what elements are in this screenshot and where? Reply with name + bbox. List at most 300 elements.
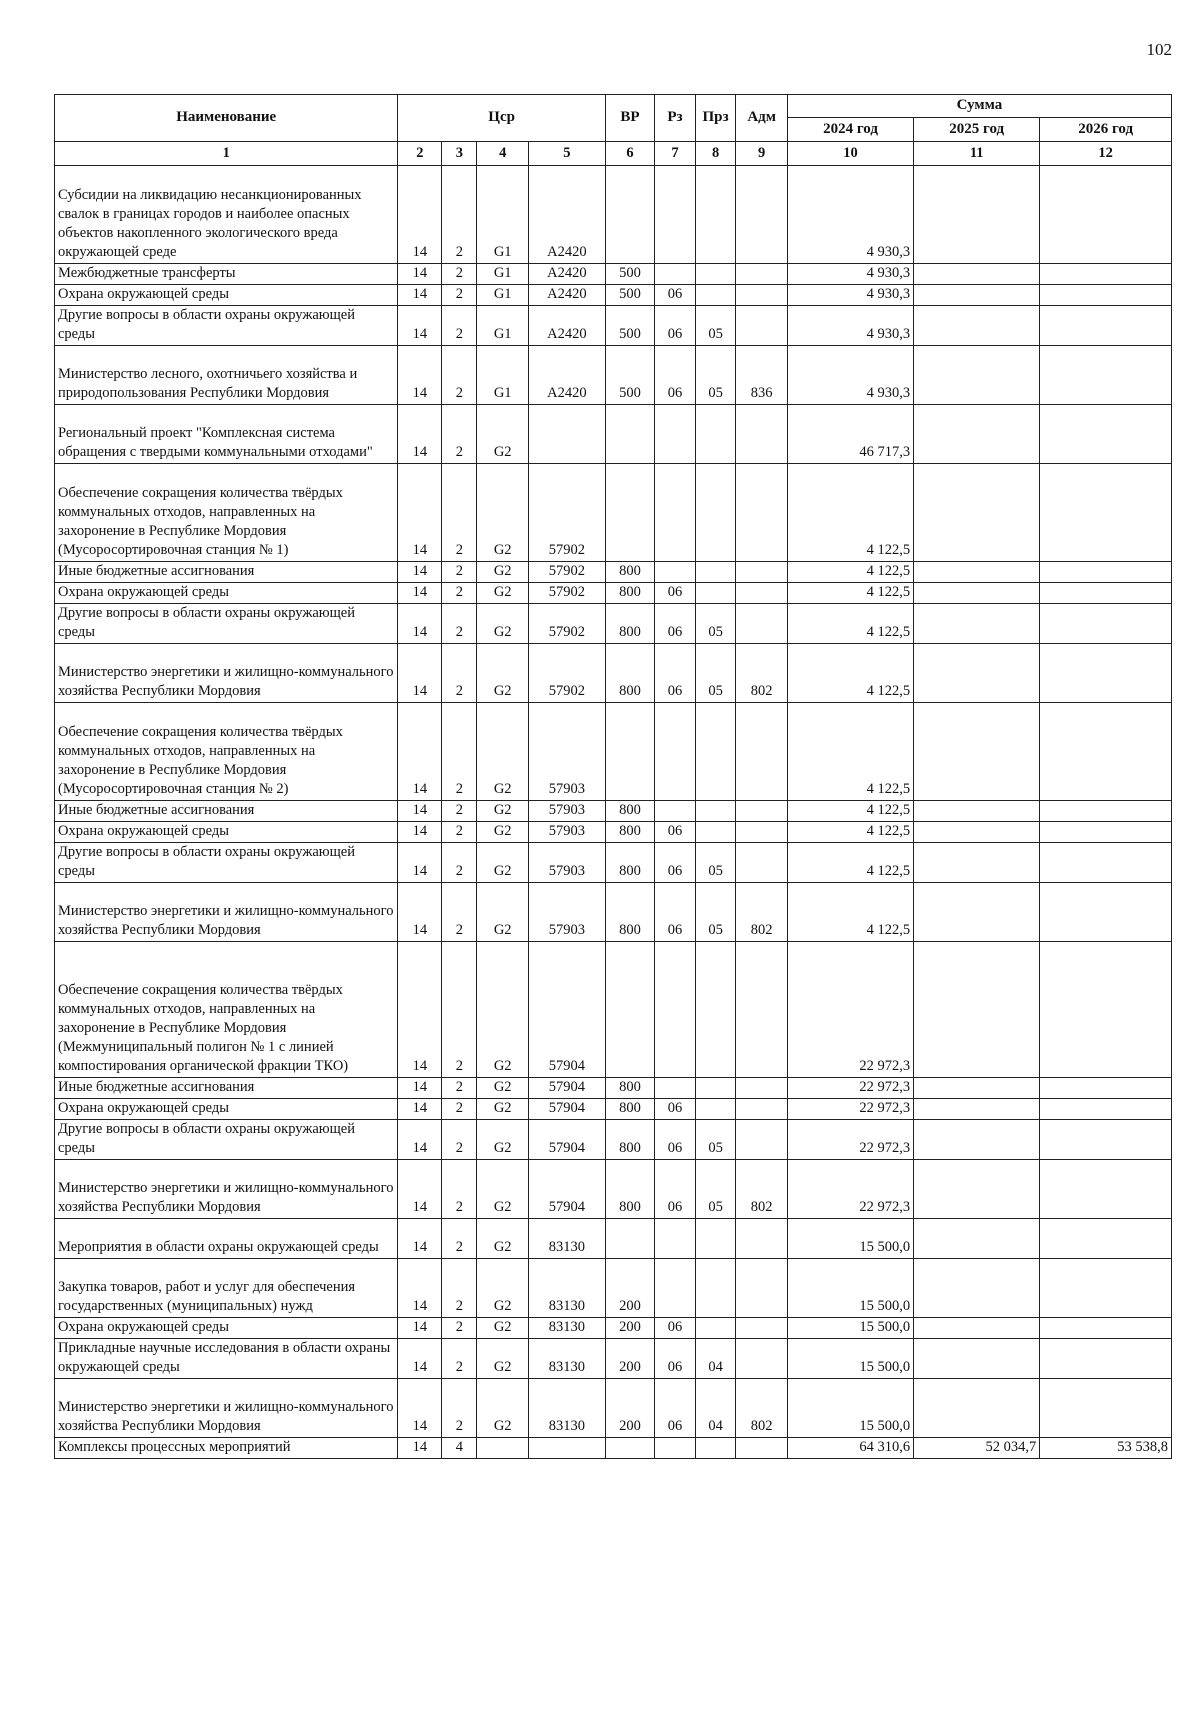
csr-part-4: 83130 <box>528 1318 605 1339</box>
amount-2024: 4 122,5 <box>787 883 913 942</box>
row-name: Межбюджетные трансферты <box>55 264 398 285</box>
table-row <box>55 405 1172 464</box>
header-prz: Прз <box>695 95 736 142</box>
rz-cell: 06 <box>655 1120 696 1160</box>
rz-cell: 06 <box>655 843 696 883</box>
csr-part-4 <box>528 1438 605 1459</box>
amount-2026 <box>1040 1099 1172 1120</box>
header-rz: Рз <box>655 95 696 142</box>
column-number: 10 <box>787 142 913 166</box>
amount-2025 <box>914 285 1040 306</box>
amount-2024: 4 122,5 <box>787 843 913 883</box>
header-year-2026: 2026 год <box>1040 118 1172 142</box>
table-row <box>55 562 1172 583</box>
adm-cell <box>736 306 788 346</box>
table-row <box>55 1078 1172 1099</box>
amount-2026 <box>1040 703 1172 801</box>
csr-part-1: 14 <box>398 285 442 306</box>
csr-part-3: G2 <box>477 644 529 703</box>
amount-2025 <box>914 306 1040 346</box>
csr-part-4: 57903 <box>528 883 605 942</box>
prz-cell <box>695 1078 736 1099</box>
vr-cell: 200 <box>605 1379 654 1438</box>
vr-cell: 500 <box>605 306 654 346</box>
amount-2024: 4 930,3 <box>787 264 913 285</box>
table-row <box>55 703 1172 801</box>
row-name: Охрана окружающей среды <box>55 583 398 604</box>
row-name: Мероприятия в области охраны окружающей среды <box>55 1219 398 1259</box>
column-number: 11 <box>914 142 1040 166</box>
adm-cell <box>736 464 788 562</box>
row-name: Другие вопросы в области охраны окружающей среды <box>55 306 398 346</box>
csr-part-3: G2 <box>477 883 529 942</box>
csr-part-3: G1 <box>477 306 529 346</box>
csr-part-2: 2 <box>442 306 477 346</box>
amount-2026 <box>1040 822 1172 843</box>
adm-cell <box>736 801 788 822</box>
csr-part-3: G2 <box>477 1379 529 1438</box>
table-row <box>55 583 1172 604</box>
amount-2024: 15 500,0 <box>787 1318 913 1339</box>
prz-cell <box>695 801 736 822</box>
prz-cell <box>695 1318 736 1339</box>
amount-2025 <box>914 801 1040 822</box>
prz-cell <box>695 942 736 1078</box>
csr-part-2: 2 <box>442 346 477 405</box>
rz-cell: 06 <box>655 1099 696 1120</box>
vr-cell: 800 <box>605 644 654 703</box>
header-name: Наименование <box>55 95 398 142</box>
amount-2024: 22 972,3 <box>787 1078 913 1099</box>
csr-part-4: А2420 <box>528 264 605 285</box>
csr-part-4: 57904 <box>528 1120 605 1160</box>
csr-part-2: 2 <box>442 1219 477 1259</box>
amount-2026 <box>1040 464 1172 562</box>
adm-cell <box>736 1219 788 1259</box>
adm-cell: 802 <box>736 1160 788 1219</box>
rz-cell <box>655 166 696 264</box>
rz-cell <box>655 562 696 583</box>
amount-2026 <box>1040 166 1172 264</box>
row-name: Другие вопросы в области охраны окружающей среды <box>55 1120 398 1160</box>
table-row <box>55 346 1172 405</box>
amount-2024: 4 122,5 <box>787 822 913 843</box>
amount-2024: 4 122,5 <box>787 562 913 583</box>
csr-part-1: 14 <box>398 1160 442 1219</box>
csr-part-3: G2 <box>477 843 529 883</box>
column-numbers-row <box>55 142 1172 166</box>
rz-cell <box>655 1078 696 1099</box>
amount-2025 <box>914 883 1040 942</box>
vr-cell <box>605 942 654 1078</box>
rz-cell: 06 <box>655 346 696 405</box>
table-row <box>55 166 1172 264</box>
csr-part-4: 57902 <box>528 464 605 562</box>
vr-cell: 800 <box>605 1078 654 1099</box>
csr-part-4: 57903 <box>528 801 605 822</box>
table-row <box>55 1339 1172 1379</box>
csr-part-4: 83130 <box>528 1379 605 1438</box>
csr-part-3: G2 <box>477 942 529 1078</box>
table-row <box>55 883 1172 942</box>
csr-part-4: 57902 <box>528 583 605 604</box>
amount-2024: 4 122,5 <box>787 644 913 703</box>
csr-part-3: G2 <box>477 1078 529 1099</box>
vr-cell <box>605 1438 654 1459</box>
amount-2026 <box>1040 264 1172 285</box>
row-name: Охрана окружающей среды <box>55 822 398 843</box>
header-row-1 <box>55 95 1172 118</box>
adm-cell <box>736 1318 788 1339</box>
row-name: Комплексы процессных мероприятий <box>55 1438 398 1459</box>
amount-2025 <box>914 942 1040 1078</box>
csr-part-3: G2 <box>477 604 529 644</box>
amount-2025 <box>914 703 1040 801</box>
table-row <box>55 1438 1172 1459</box>
table-row <box>55 1259 1172 1318</box>
vr-cell: 800 <box>605 562 654 583</box>
csr-part-2: 2 <box>442 883 477 942</box>
csr-part-3: G2 <box>477 801 529 822</box>
prz-cell <box>695 1099 736 1120</box>
amount-2024: 64 310,6 <box>787 1438 913 1459</box>
adm-cell <box>736 822 788 843</box>
rz-cell: 06 <box>655 604 696 644</box>
csr-part-2: 2 <box>442 464 477 562</box>
prz-cell <box>695 583 736 604</box>
csr-part-2: 2 <box>442 285 477 306</box>
header-adm: Адм <box>736 95 788 142</box>
adm-cell <box>736 843 788 883</box>
vr-cell <box>605 1219 654 1259</box>
csr-part-2: 2 <box>442 1379 477 1438</box>
table-row <box>55 1160 1172 1219</box>
budget-table <box>54 94 1172 1459</box>
amount-2025 <box>914 1078 1040 1099</box>
amount-2026 <box>1040 1120 1172 1160</box>
prz-cell: 05 <box>695 346 736 405</box>
column-number: 3 <box>442 142 477 166</box>
adm-cell: 836 <box>736 346 788 405</box>
prz-cell <box>695 464 736 562</box>
prz-cell: 05 <box>695 644 736 703</box>
csr-part-3: G2 <box>477 1120 529 1160</box>
table-row <box>55 1318 1172 1339</box>
prz-cell <box>695 264 736 285</box>
table-row <box>55 1219 1172 1259</box>
amount-2026 <box>1040 1379 1172 1438</box>
prz-cell: 05 <box>695 306 736 346</box>
prz-cell: 05 <box>695 1120 736 1160</box>
amount-2025 <box>914 1160 1040 1219</box>
adm-cell <box>736 1078 788 1099</box>
prz-cell <box>695 562 736 583</box>
csr-part-3: G2 <box>477 1219 529 1259</box>
csr-part-2: 2 <box>442 583 477 604</box>
csr-part-2: 2 <box>442 1099 477 1120</box>
amount-2026 <box>1040 1078 1172 1099</box>
table-body <box>55 166 1172 1459</box>
csr-part-4: 57904 <box>528 1099 605 1120</box>
adm-cell: 802 <box>736 883 788 942</box>
prz-cell: 05 <box>695 883 736 942</box>
csr-part-2: 2 <box>442 703 477 801</box>
table-row <box>55 801 1172 822</box>
csr-part-2: 2 <box>442 264 477 285</box>
row-name: Прикладные научные исследования в области охраны окружающей среды <box>55 1339 398 1379</box>
column-number: 7 <box>655 142 696 166</box>
amount-2025 <box>914 1120 1040 1160</box>
column-number: 5 <box>528 142 605 166</box>
csr-part-1: 14 <box>398 264 442 285</box>
amount-2025 <box>914 166 1040 264</box>
csr-part-4: А2420 <box>528 166 605 264</box>
csr-part-2: 2 <box>442 801 477 822</box>
amount-2025 <box>914 843 1040 883</box>
csr-part-1: 14 <box>398 883 442 942</box>
amount-2026 <box>1040 562 1172 583</box>
amount-2024: 4 930,3 <box>787 306 913 346</box>
csr-part-2: 2 <box>442 604 477 644</box>
table-row <box>55 306 1172 346</box>
rz-cell: 06 <box>655 306 696 346</box>
csr-part-1: 14 <box>398 1379 442 1438</box>
amount-2025 <box>914 583 1040 604</box>
row-name: Охрана окружающей среды <box>55 285 398 306</box>
adm-cell <box>736 285 788 306</box>
csr-part-1: 14 <box>398 822 442 843</box>
rz-cell: 06 <box>655 285 696 306</box>
csr-part-2: 2 <box>442 1078 477 1099</box>
prz-cell: 05 <box>695 604 736 644</box>
amount-2026 <box>1040 604 1172 644</box>
header-csr: Цср <box>398 95 605 142</box>
csr-part-1: 14 <box>398 644 442 703</box>
adm-cell <box>736 703 788 801</box>
csr-part-3: G2 <box>477 1160 529 1219</box>
csr-part-2: 2 <box>442 166 477 264</box>
rz-cell <box>655 405 696 464</box>
csr-part-4: А2420 <box>528 306 605 346</box>
vr-cell: 800 <box>605 822 654 843</box>
csr-part-1: 14 <box>398 583 442 604</box>
row-name: Обеспечение сокращения количества твёрдых коммунальных отходов, направленных на захоронение в Республике Мордовия (Межмуниципальный полигон № 1 с линией компостирования органической фракции ТКО) <box>55 942 398 1078</box>
csr-part-1: 14 <box>398 843 442 883</box>
amount-2026 <box>1040 306 1172 346</box>
vr-cell: 800 <box>605 1120 654 1160</box>
table-row <box>55 464 1172 562</box>
adm-cell <box>736 166 788 264</box>
rz-cell: 06 <box>655 1379 696 1438</box>
csr-part-1: 14 <box>398 604 442 644</box>
csr-part-2: 2 <box>442 843 477 883</box>
rz-cell <box>655 703 696 801</box>
table-row <box>55 285 1172 306</box>
amount-2024: 15 500,0 <box>787 1379 913 1438</box>
amount-2024: 4 930,3 <box>787 285 913 306</box>
rz-cell <box>655 801 696 822</box>
csr-part-4: 83130 <box>528 1259 605 1318</box>
table-row <box>55 604 1172 644</box>
rz-cell <box>655 1438 696 1459</box>
row-name: Министерство лесного, охотничьего хозяйства и природопользования Республики Мордовия <box>55 346 398 405</box>
vr-cell: 800 <box>605 843 654 883</box>
prz-cell <box>695 166 736 264</box>
table-row <box>55 264 1172 285</box>
rz-cell <box>655 1219 696 1259</box>
amount-2026 <box>1040 644 1172 703</box>
csr-part-4: 57904 <box>528 1078 605 1099</box>
adm-cell <box>736 562 788 583</box>
csr-part-1: 14 <box>398 1339 442 1379</box>
adm-cell <box>736 405 788 464</box>
csr-part-3: G2 <box>477 562 529 583</box>
table-row <box>55 942 1172 1078</box>
amount-2024: 4 122,5 <box>787 703 913 801</box>
amount-2025 <box>914 822 1040 843</box>
row-name: Обеспечение сокращения количества твёрдых коммунальных отходов, направленных на захоронение в Республике Мордовия (Мусоросортировочная станция № 2) <box>55 703 398 801</box>
csr-part-4: 57902 <box>528 644 605 703</box>
csr-part-3: G2 <box>477 464 529 562</box>
csr-part-4: 57904 <box>528 942 605 1078</box>
csr-part-1: 14 <box>398 1219 442 1259</box>
column-number: 1 <box>55 142 398 166</box>
amount-2025 <box>914 604 1040 644</box>
rz-cell <box>655 942 696 1078</box>
csr-part-3: G2 <box>477 1318 529 1339</box>
header-vr: ВР <box>605 95 654 142</box>
row-name: Другие вопросы в области охраны окружающей среды <box>55 843 398 883</box>
row-name: Обеспечение сокращения количества твёрдых коммунальных отходов, направленных на захоронение в Республике Мордовия (Мусоросортировочная станция № 1) <box>55 464 398 562</box>
csr-part-3 <box>477 1438 529 1459</box>
amount-2025 <box>914 1259 1040 1318</box>
rz-cell <box>655 464 696 562</box>
table-row <box>55 1379 1172 1438</box>
amount-2025 <box>914 1379 1040 1438</box>
amount-2025 <box>914 464 1040 562</box>
csr-part-2: 2 <box>442 644 477 703</box>
adm-cell <box>736 583 788 604</box>
csr-part-2: 4 <box>442 1438 477 1459</box>
rz-cell <box>655 264 696 285</box>
csr-part-4 <box>528 405 605 464</box>
table-row <box>55 822 1172 843</box>
row-name: Охрана окружающей среды <box>55 1318 398 1339</box>
amount-2024: 15 500,0 <box>787 1339 913 1379</box>
vr-cell <box>605 703 654 801</box>
amount-2024: 46 717,3 <box>787 405 913 464</box>
amount-2024: 4 122,5 <box>787 801 913 822</box>
rz-cell: 06 <box>655 583 696 604</box>
csr-part-4: 57902 <box>528 562 605 583</box>
csr-part-2: 2 <box>442 1160 477 1219</box>
vr-cell: 500 <box>605 346 654 405</box>
adm-cell <box>736 1339 788 1379</box>
csr-part-1: 14 <box>398 405 442 464</box>
amount-2025: 52 034,7 <box>914 1438 1040 1459</box>
header-year-2024: 2024 год <box>787 118 913 142</box>
amount-2024: 15 500,0 <box>787 1259 913 1318</box>
prz-cell <box>695 703 736 801</box>
vr-cell: 500 <box>605 264 654 285</box>
prz-cell: 04 <box>695 1339 736 1379</box>
adm-cell <box>736 942 788 1078</box>
vr-cell <box>605 464 654 562</box>
csr-part-3: G1 <box>477 346 529 405</box>
amount-2026 <box>1040 1318 1172 1339</box>
row-name: Иные бюджетные ассигнования <box>55 801 398 822</box>
csr-part-4: 57903 <box>528 703 605 801</box>
vr-cell: 200 <box>605 1259 654 1318</box>
column-number: 6 <box>605 142 654 166</box>
csr-part-3: G2 <box>477 1259 529 1318</box>
column-number: 8 <box>695 142 736 166</box>
csr-part-3: G1 <box>477 264 529 285</box>
amount-2024: 22 972,3 <box>787 1120 913 1160</box>
adm-cell <box>736 264 788 285</box>
rz-cell: 06 <box>655 1318 696 1339</box>
amount-2024: 4 122,5 <box>787 583 913 604</box>
adm-cell: 802 <box>736 1379 788 1438</box>
csr-part-1: 14 <box>398 346 442 405</box>
amount-2026 <box>1040 1160 1172 1219</box>
column-number: 9 <box>736 142 788 166</box>
csr-part-4: 57904 <box>528 1160 605 1219</box>
amount-2024: 15 500,0 <box>787 1219 913 1259</box>
csr-part-1: 14 <box>398 166 442 264</box>
csr-part-3: G2 <box>477 405 529 464</box>
amount-2025 <box>914 346 1040 405</box>
amount-2026 <box>1040 801 1172 822</box>
row-name: Иные бюджетные ассигнования <box>55 1078 398 1099</box>
row-name: Министерство энергетики и жилищно-коммунального хозяйства Республики Мордовия <box>55 883 398 942</box>
adm-cell <box>736 604 788 644</box>
amount-2024: 22 972,3 <box>787 1160 913 1219</box>
amount-2026 <box>1040 1339 1172 1379</box>
csr-part-4: А2420 <box>528 346 605 405</box>
row-name: Региональный проект "Комплексная система обращения с твердыми коммунальными отходами" <box>55 405 398 464</box>
amount-2025 <box>914 562 1040 583</box>
csr-part-2: 2 <box>442 822 477 843</box>
amount-2026 <box>1040 1259 1172 1318</box>
vr-cell: 800 <box>605 801 654 822</box>
csr-part-1: 14 <box>398 703 442 801</box>
vr-cell: 200 <box>605 1339 654 1379</box>
csr-part-3: G2 <box>477 1099 529 1120</box>
vr-cell: 200 <box>605 1318 654 1339</box>
vr-cell: 800 <box>605 1099 654 1120</box>
csr-part-3: G2 <box>477 822 529 843</box>
prz-cell <box>695 1438 736 1459</box>
rz-cell: 06 <box>655 644 696 703</box>
page-number: 102 <box>1146 40 1172 59</box>
csr-part-3: G2 <box>477 703 529 801</box>
amount-2026 <box>1040 883 1172 942</box>
amount-2024: 22 972,3 <box>787 942 913 1078</box>
rz-cell: 06 <box>655 883 696 942</box>
csr-part-2: 2 <box>442 1259 477 1318</box>
amount-2024: 4 930,3 <box>787 346 913 405</box>
csr-part-4: 57903 <box>528 843 605 883</box>
header-sum: Сумма <box>787 95 1171 118</box>
vr-cell: 800 <box>605 1160 654 1219</box>
prz-cell <box>695 405 736 464</box>
column-number: 4 <box>477 142 529 166</box>
prz-cell: 04 <box>695 1379 736 1438</box>
amount-2024: 4 930,3 <box>787 166 913 264</box>
prz-cell <box>695 822 736 843</box>
amount-2026 <box>1040 942 1172 1078</box>
